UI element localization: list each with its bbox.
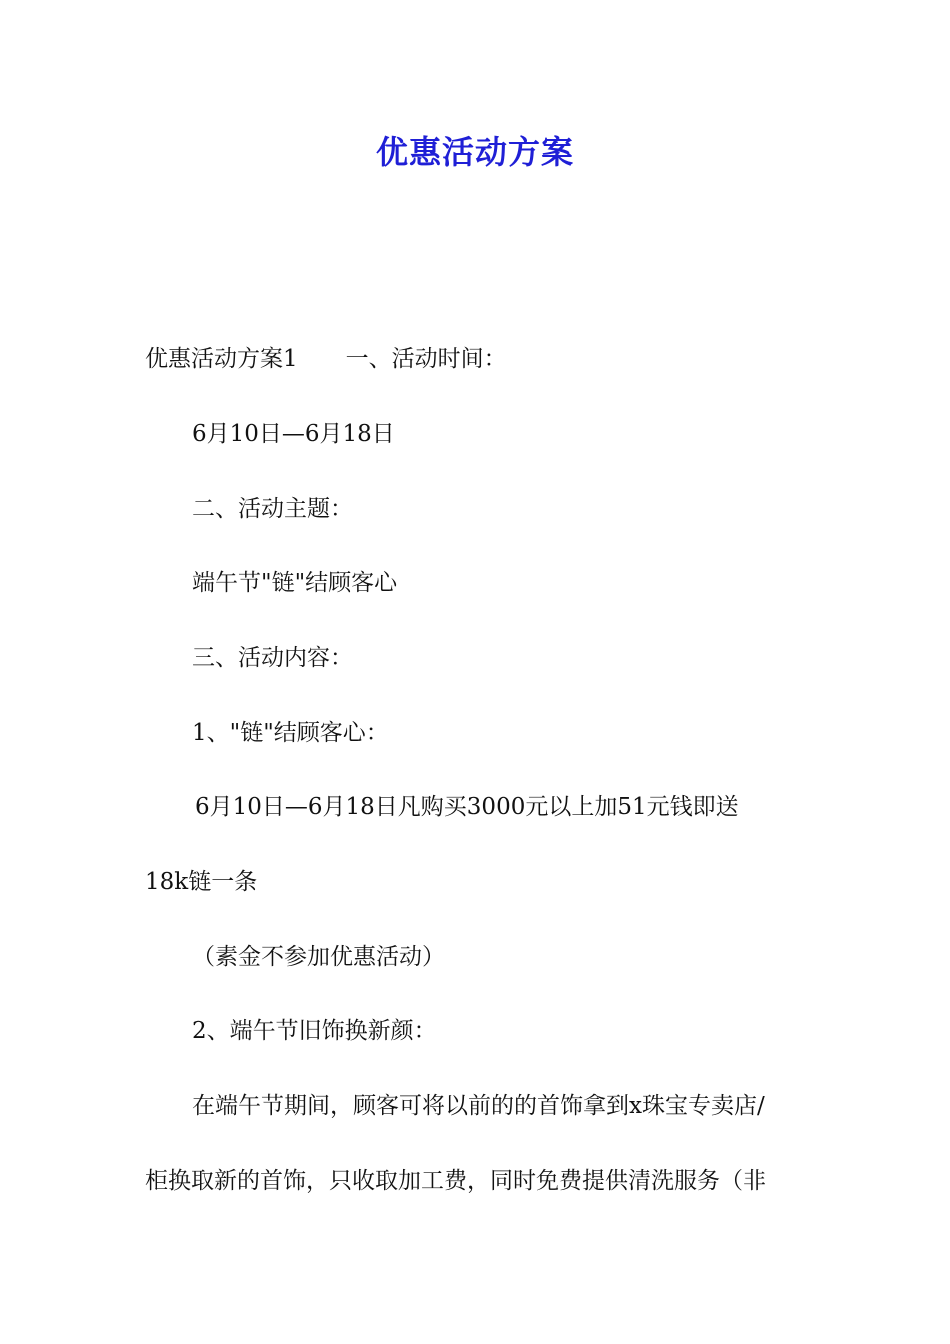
- heading-activity-content: 三、活动内容：: [192, 645, 353, 671]
- activity-theme: 端午节"链"结顾客心: [192, 570, 398, 596]
- section-label: 优惠活动方案1: [145, 346, 298, 372]
- content-item-2-heading: 2、端午节旧饰换新颜：: [192, 1018, 437, 1044]
- heading-activity-theme: 二、活动主题：: [192, 496, 353, 522]
- heading-activity-time: 一、活动时间：: [345, 346, 507, 372]
- activity-dates: 6月10日—6月18日: [192, 421, 395, 447]
- content-item-2-text: 在端午节期间，顾客可将以前的的首饰拿到x珠宝专卖店/: [192, 1093, 765, 1119]
- content-item-1-note: （素金不参加优惠活动）: [192, 944, 445, 970]
- content-item-2-text-cont: 柜换取新的首饰，只收取加工费，同时免费提供清洗服务（非: [145, 1168, 766, 1194]
- content-item-1-heading: 1、"链"结顾客心：: [192, 720, 389, 746]
- content-item-1-text-cont: 18k链一条: [145, 869, 258, 895]
- document-title: 优惠活动方案: [375, 133, 574, 171]
- content-item-1-text: 6月10日—6月18日凡购买3000元以上加51元钱即送: [195, 794, 739, 820]
- paragraph-line: [145, 343, 507, 375]
